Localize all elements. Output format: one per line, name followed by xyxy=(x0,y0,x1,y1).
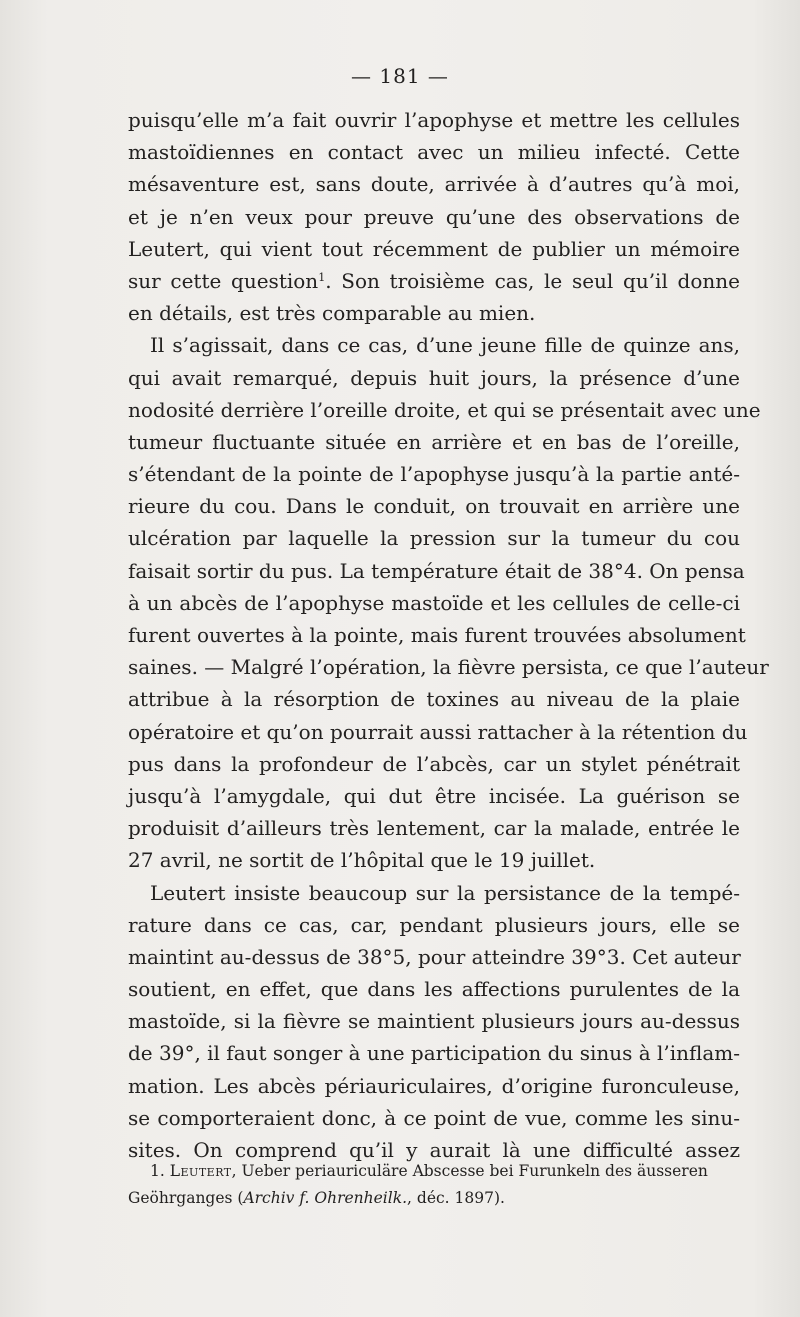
text-line: 27 avril, ne sortit de l’hôpital que le 19 juillet. xyxy=(128,848,596,873)
text-line: tumeur fluctuante située en arrière et en bas de l’oreille, xyxy=(128,429,740,454)
text-line: maintint au-dessus de 38°5, pour atteindre 39°3. Cet auteur xyxy=(128,944,741,969)
text-segment: . Son troisième cas, le seul qu’il donne xyxy=(325,268,740,293)
text-line: jusqu’à l’amygdale, qui dut être incisée. La guérison se xyxy=(128,783,740,808)
text-line: attribue à la résorption de toxines au niveau de la plaie xyxy=(128,687,740,712)
text-line: pus dans la profondeur de l’abcès, car un stylet pénétrait xyxy=(128,751,740,776)
text-line: Leutert insiste beaucoup sur la persistance de la tempé- xyxy=(150,880,740,905)
text-line: soutient, en effet, que dans les affections purulentes de la xyxy=(128,977,740,1002)
footnote xyxy=(128,1158,740,1212)
body-text xyxy=(128,104,769,1166)
text-line: Leutert, qui vient tout récemment de publier un mémoire xyxy=(128,236,740,261)
text-line: et je n’en veux pour preuve qu’une des observations de xyxy=(128,204,740,229)
text-line: puisqu’elle m’a fait ouvrir l’apophyse et mettre les cellules xyxy=(128,108,740,132)
footnote-number: 1. xyxy=(150,1162,165,1180)
footnote-reference[interactable]: 1 xyxy=(318,270,326,284)
text-line: qui avait remarqué, depuis huit jours, la présence d’une xyxy=(128,365,740,390)
text-line: mastoïde, si la fièvre se maintient plusieurs jours au-dessus xyxy=(128,1009,740,1034)
text-line: rieure du cou. Dans le conduit, on trouvait en arrière une xyxy=(128,494,740,519)
footnote-title-end: Geöhrganges ( xyxy=(128,1189,244,1207)
footnote-line xyxy=(128,1158,740,1185)
text-line: Il s’agissait, dans ce cas, d’une jeune fille de quinze ans, xyxy=(150,333,740,358)
text-line: produisit d’ailleurs très lentement, car la malade, entrée le xyxy=(128,816,740,841)
text-line: mésaventure est, sans doute, arrivée à d’autres qu’à moi, xyxy=(128,172,740,197)
text-line: mastoïdiennes en contact avec un milieu infecté. Cette xyxy=(128,140,740,165)
text-line: sites. On comprend qu’il y aurait là une difficulté assez xyxy=(128,1138,740,1162)
text-line-with-footnote-ref xyxy=(128,265,740,297)
text-line: à un abcès de l’apophyse mastoïde et les cellules de celle-ci xyxy=(128,590,740,615)
text-line: nodosité derrière l’oreille droite, et qui se présentait avec une xyxy=(128,397,761,422)
text-line: saines. — Malgré l’opération, la fièvre persista, ce que l’auteur xyxy=(128,655,769,680)
footnote-date: , déc. 1897). xyxy=(407,1189,505,1207)
footnote-title: , Ueber periauriculäre Abscesse bei Furunkeln des äusseren xyxy=(231,1162,708,1180)
text-line: ulcération par laquelle la pression sur la tumeur du cou xyxy=(128,526,740,551)
text-line: faisait sortir du pus. La température était de 38°4. On pensa xyxy=(128,558,745,583)
text-line: opératoire et qu’on pourrait aussi rattacher à la rétention du xyxy=(128,719,748,744)
text-line: furent ouvertes à la pointe, mais furent trouvées absolument xyxy=(128,623,746,647)
footnote-line xyxy=(128,1185,740,1212)
text-line: de 39°, il faut songer à une participation du sinus à l’inflam- xyxy=(128,1041,741,1066)
page-number: — 181 — xyxy=(351,64,449,88)
text-segment: sur cette question xyxy=(128,268,319,293)
text-line: en détails, est très comparable au mien. xyxy=(128,301,536,326)
text-line: s’étendant de la pointe de l’apophyse jusqu’à la partie anté- xyxy=(128,462,740,487)
text-line: mation. Les abcès périauriculaires, d’origine furonculeuse, xyxy=(128,1073,740,1098)
footnote-author: Leutert xyxy=(169,1162,232,1180)
text-line: rature dans ce cas, car, pendant plusieurs jours, elle se xyxy=(128,912,740,937)
text-line: se comporteraient donc, à ce point de vue, comme les sinu- xyxy=(128,1105,740,1130)
footnote-journal: Archiv f. Ohrenheilk. xyxy=(243,1189,408,1207)
